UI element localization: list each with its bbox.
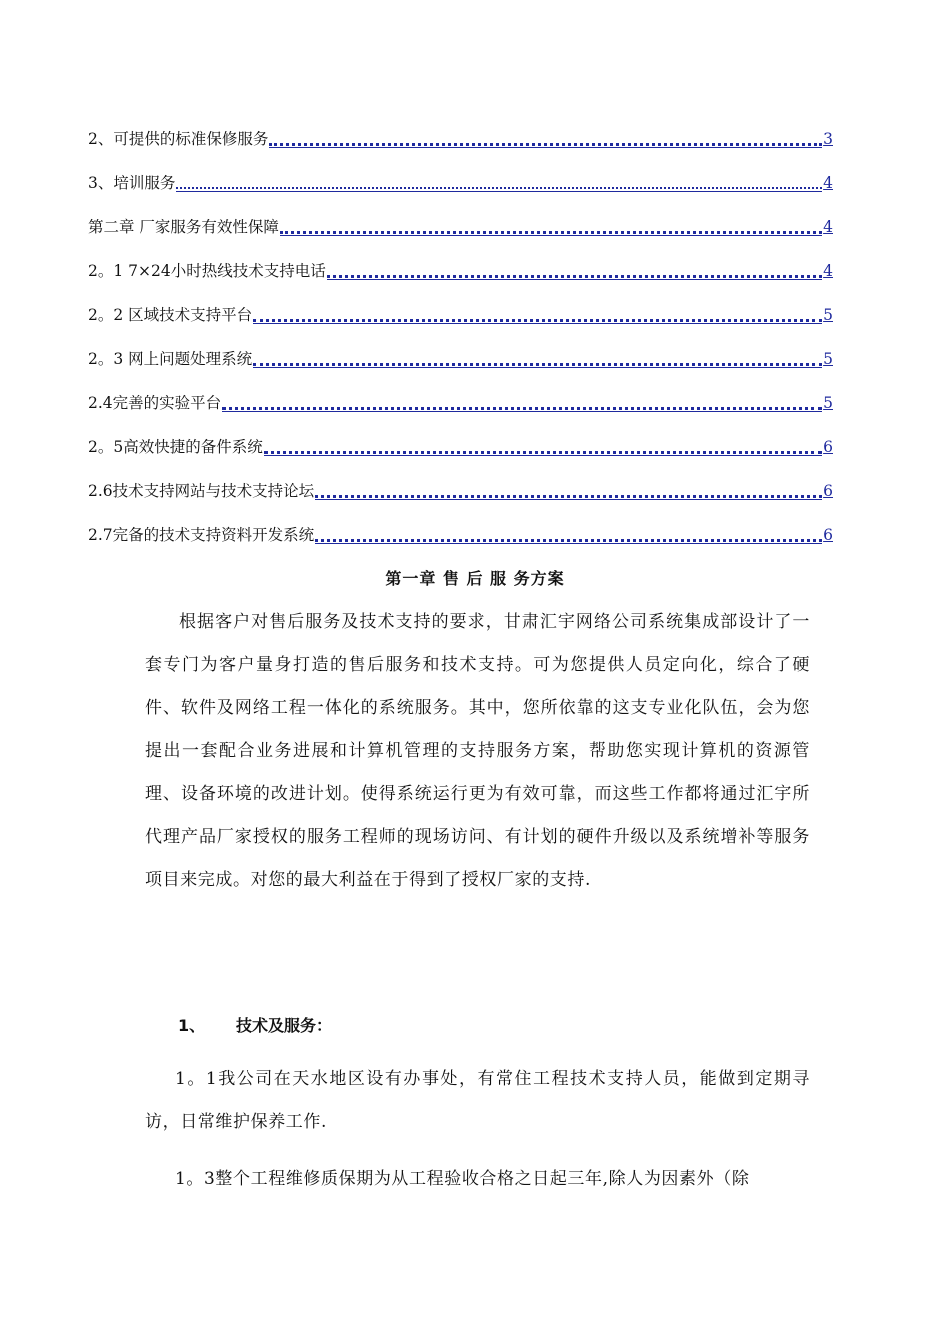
toc-entry-title: 2。1 7×24小时热线技术支持电话 (88, 262, 326, 280)
toc-entry[interactable] (88, 432, 833, 458)
toc-page-number: 6 (823, 438, 833, 456)
intro-paragraph: 根据客户对售后服务及技术支持的要求，甘肃汇宇网络公司系统集成部设计了一套专门为客户量身打造的售后服务和技术支持。可为您提供人员定向化，综合了硬件、软件及网络工程一体化的系统服务。其中，您所依靠的这支专业化队伍，会为您提出一套配合业务进展和计算机管理的支持服务方案，帮助您实现计算机的资源管理、设备环境的改进计划。使得系统运行更为有效可靠，而这些工作都将通过汇宇所代理产品厂家授权的服务工程师的现场访问、有计划的硬件升级以及系统增补等服务项目来完成。对您的最大利益在于得到了授权厂家的支持. (145, 612, 810, 890)
toc-entry-title: 3、培训服务 (88, 174, 176, 192)
toc-dot-leader (253, 363, 822, 366)
toc-entry[interactable] (88, 124, 833, 150)
section-heading (178, 1013, 332, 1036)
toc-dot-leader (222, 407, 822, 410)
chapter-title: 第一章 售 后 服 务方案 (385, 569, 565, 588)
toc-entry[interactable] (88, 168, 833, 194)
toc-dot-leader (280, 231, 822, 234)
toc-entry-title: 2。5高效快捷的备件系统 (88, 438, 263, 456)
toc-page-number: 5 (823, 306, 833, 324)
toc-entry-title: 2.7完备的技术支持资料开发系统 (88, 526, 315, 544)
toc-page-number: 5 (823, 394, 833, 412)
toc-page-number: 4 (823, 262, 833, 280)
toc-dot-leader (315, 495, 822, 498)
toc-page-number: 6 (823, 526, 833, 544)
toc-dot-leader (176, 187, 822, 189)
toc-entry[interactable] (88, 520, 833, 546)
toc-entry-title: 2。2 区域技术支持平台 (88, 306, 253, 324)
toc-entry[interactable] (88, 344, 833, 370)
toc-dot-leader (253, 319, 822, 322)
toc-entry[interactable] (88, 256, 833, 282)
toc-entry-title: 2、可提供的标准保修服务 (88, 130, 269, 148)
toc-page-number: 6 (823, 482, 833, 500)
toc-entry-title: 第二章 厂家服务有效性保障 (88, 218, 279, 236)
section-title: 技术及服务： (236, 1016, 333, 1035)
toc-dot-leader (315, 539, 822, 542)
toc-page-number: 3 (823, 130, 833, 148)
toc-entry-title: 2。3 网上问题处理系统 (88, 350, 253, 368)
toc-page-number: 4 (823, 218, 833, 236)
toc-entry[interactable] (88, 300, 833, 326)
section-number: 1、 (178, 1016, 206, 1035)
item-paragraph: 1。1我公司在天水地区设有办事处，有常住工程技术支持人员，能做到定期寻访，日常维护保养工作. (145, 1069, 810, 1132)
toc-dot-leader (264, 451, 822, 454)
toc-entry-title: 2.6技术支持网站与技术支持论坛 (88, 482, 315, 500)
toc-dot-leader (327, 275, 822, 278)
toc-entry[interactable] (88, 476, 833, 502)
toc-page-number: 5 (823, 350, 833, 368)
toc-dot-leader (269, 143, 822, 146)
toc-entry[interactable] (88, 388, 833, 414)
toc-entry-title: 2.4完善的实验平台 (88, 394, 222, 412)
toc-page-number: 4 (823, 174, 833, 192)
item-paragraph: 1。3整个工程维修质保期为从工程验收合格之日起三年,除人为因素外（除 (175, 1169, 750, 1189)
toc-entry[interactable] (88, 212, 833, 238)
